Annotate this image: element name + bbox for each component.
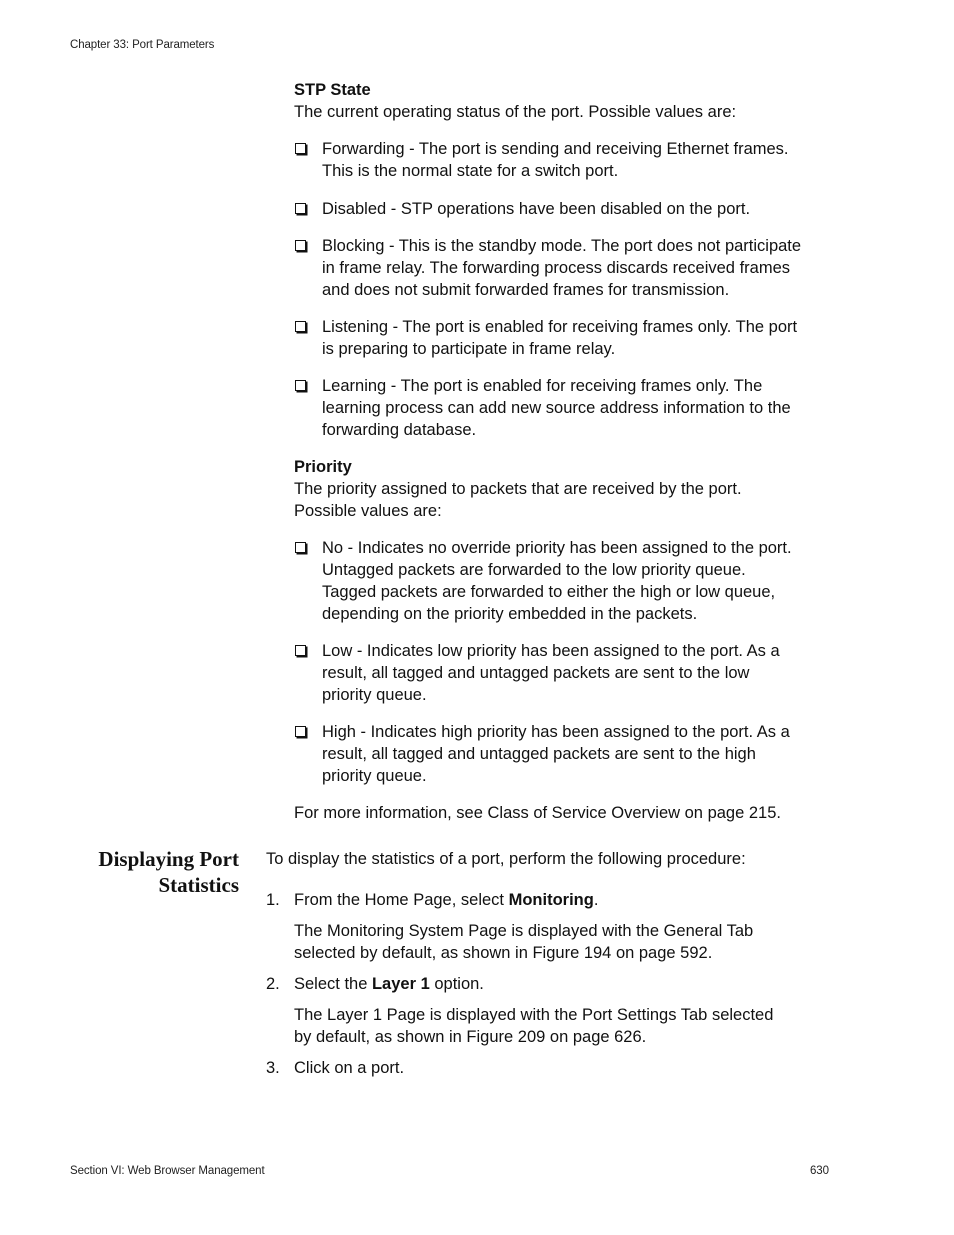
priority-heading: Priority (294, 458, 352, 476)
checkbox-bullet-icon (295, 203, 306, 214)
checkbox-bullet-icon (295, 726, 306, 737)
list-item: Listening - The port is enabled for receiving frames only. The port is preparing to participate in frame relay. (294, 316, 834, 360)
list-item: Disabled - STP operations have been disabled on the port. (294, 198, 834, 220)
procedure-intro: To display the statistics of a port, perform the following procedure: (266, 850, 746, 868)
list-item: Learning - The port is enabled for receiving frames only. The learning process can add new source address information to the forwarding database. (294, 375, 834, 441)
checkbox-bullet-icon (295, 143, 306, 154)
running-header: Chapter 33: Port Parameters (70, 39, 215, 51)
list-item: Forwarding - The port is sending and receiving Ethernet frames. This is the normal state for a switch port. (294, 138, 834, 182)
procedure-step-2: 2. Select the Layer 1 option. (266, 975, 484, 993)
procedure-step-3: 3. Click on a port. (266, 1059, 405, 1077)
checkbox-bullet-icon (295, 380, 306, 391)
step-1-note: The Monitoring System Page is displayed with the General Tab selected by default, as shown in Figure 194 on page 592. (294, 922, 754, 962)
stp-state-intro: The current operating status of the port. Possible values are: (294, 103, 737, 121)
priority-intro: The priority assigned to packets that are received by the port. Possible values are: (294, 480, 742, 520)
list-item: High - Indicates high priority has been assigned to the port. As a result, all tagged and untagged packets are sent to the high priority queue. (294, 721, 834, 787)
stp-state-heading: STP State (294, 81, 371, 99)
step-2-note: The Layer 1 Page is displayed with the Port Settings Tab selected by default, as shown in Figure 209 on page 626. (294, 1006, 774, 1046)
checkbox-bullet-icon (295, 321, 306, 332)
checkbox-bullet-icon (295, 240, 306, 251)
footer-section: Section VI: Web Browser Management (70, 1165, 265, 1177)
procedure-step-1: 1. From the Home Page, select Monitoring. (266, 891, 599, 909)
more-info-text: For more information, see Class of Service Overview on page 215. (294, 804, 781, 822)
checkbox-bullet-icon (295, 542, 306, 553)
list-item: Blocking - This is the standby mode. The port does not participate in frame relay. The forwarding process discards received frames and does not submit forwarded frames for transmission. (294, 235, 834, 301)
list-item: Low - Indicates low priority has been assigned to the port. As a result, all tagged and untagged packets are sent to the low priority queue. (294, 640, 834, 706)
list-item: No - Indicates no override priority has been assigned to the port. Untagged packets are forwarded to the low priority queue. Tagged packets are forwarded to either the high or low queue, depending on the priority embedded in the packets. (294, 537, 834, 625)
checkbox-bullet-icon (295, 645, 306, 656)
section-heading: Displaying Port Statistics (98, 847, 239, 897)
page-number: 630 (810, 1165, 829, 1177)
